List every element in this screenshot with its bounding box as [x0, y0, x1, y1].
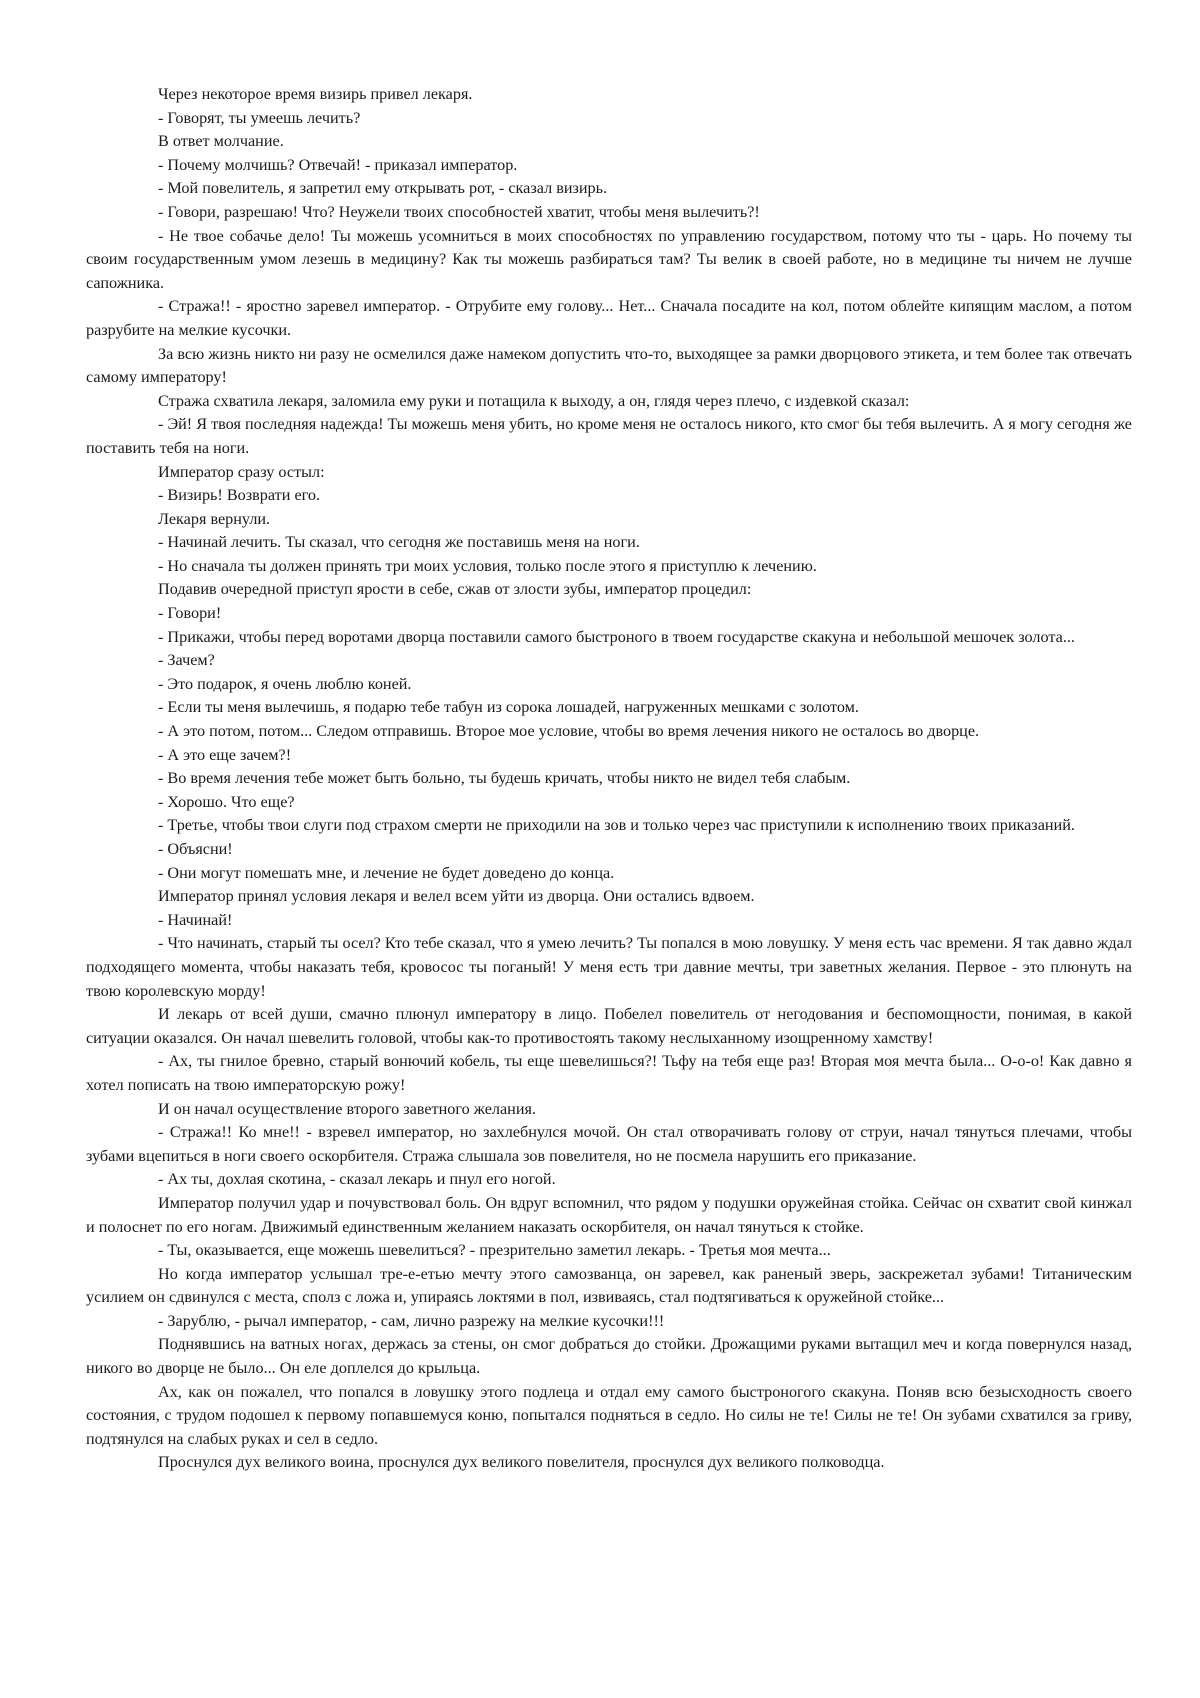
paragraph: - Говорят, ты умеешь лечить? — [158, 108, 361, 127]
paragraph: - Мой повелитель, я запретил ему открывать рот, - сказал визирь. — [158, 179, 608, 198]
paragraph: - А это потом, потом... Следом отправишь. Второе мое условие, чтобы во время лечения никого не осталось во дворце. — [158, 722, 980, 741]
paragraph: - Начинай лечить. Ты сказал, что сегодня же поставишь меня на ноги. — [158, 533, 640, 552]
paragraph: - Стража!! Ко мне!! - взревел император, но захлебнулся мочой. Он стал отворачивать голову от струи, начал тянуться плечами, чтобы зубами вцепиться в ноги своего оскорбителя. Стража слышала зов повелителя, но не посмела нарушить его приказание. — [86, 1123, 1132, 1165]
paragraph: - Третье, чтобы твои слуги под страхом смерти не приходили на зов и только через час приступили к исполнению твоих приказаний. — [158, 816, 1075, 835]
paragraph: Лекаря вернули. — [158, 509, 271, 528]
paragraph: - Говори! — [158, 604, 222, 623]
paragraph: - Не твое собачье дело! Ты можешь усомниться в моих способностях по управлению государством, потому что ты - царь. Но почему ты своим государственным умом лезешь в медицину? Как ты можешь разбираться там? Ты велик в своей работе, но в медицине ты ничем не лучше сапожника. — [86, 226, 1132, 292]
paragraph: Стража схватила лекаря, заломила ему руки и потащила к выходу, а он, глядя через плечо, с издевкой сказал: — [158, 391, 910, 410]
paragraph: - Но сначала ты должен принять три моих условия, только после этого я приступлю к лечению. — [158, 556, 817, 575]
paragraph: - Объясни! — [158, 840, 233, 858]
paragraph: Поднявшись на ватных ногах, держась за стены, он смог добраться до стойки. Дрожащими руками вытащил меч и когда повернулся назад, никого во дворце не было... Он еле доплелся до крыльца. — [86, 1335, 1132, 1378]
paragraph: - Ах ты, дохлая скотина, - сказал лекарь и пнул его ногой. — [158, 1170, 556, 1189]
paragraph: Император принял условия лекаря и велел всем уйти из дворца. Они остались вдвоем. — [158, 887, 755, 906]
paragraph: - Это подарок, я очень люблю коней. — [158, 674, 412, 693]
paragraph: - Начинай! — [158, 910, 233, 929]
paragraph: За всю жизнь никто ни разу не осмелился даже намеком допустить что-то, выходящее за рамки дворцового этикета, и тем более так отвечать самому императору! — [86, 344, 1132, 387]
paragraph: - Ты, оказывается, еще можешь шевелиться? - презрительно заметил лекарь. - Третья моя мечта... — [158, 1241, 831, 1260]
paragraph: - А это еще зачем?! — [158, 745, 292, 764]
paragraph: Подавив очередной приступ ярости в себе, сжав от злости зубы, император процедил: — [158, 580, 752, 599]
paragraph: Проснулся дух великого воина, проснулся дух великого повелителя, проснулся дух великого полководца. — [158, 1453, 885, 1472]
paragraph: В ответ молчание. — [158, 132, 284, 151]
paragraph: - Прикажи, чтобы перед воротами дворца поставили самого быстроного в твоем государстве скакуна и небольшой мешочек золота... — [158, 627, 1075, 646]
paragraph: Но когда император услышал тре-е-етью мечту этого самозванца, он заревел, как раненый зверь, заскрежетал зубами! Титаническим усилием он сдвинулся с места, сполз с ложа и, упираясь локтями в пол, извиваясь, стал подтягиваться к оружейной стойке... — [86, 1264, 1132, 1307]
document-page — [86, 83, 1132, 1475]
paragraph: - Хорошо. Что еще? — [158, 792, 295, 811]
paragraph: - Почему молчишь? Отвечай! - приказал император. — [158, 155, 518, 174]
paragraph: - Стража!! - яростно заревел император. - Отрубите ему голову... Нет... Сначала посадите на кол, потом облейте кипящим маслом, а потом разрубите на мелкие кусочки. — [86, 297, 1132, 339]
paragraph: - Визирь! Возврати его. — [158, 486, 321, 505]
paragraph: Император сразу остыл: — [158, 462, 325, 481]
paragraph: - Что начинать, старый ты осел? Кто тебе сказал, что я умею лечить? Ты попался в мою ловушку. У меня есть час времени. Я так давно ждал подходящего момента, чтобы наказать тебя, кровосос ты поганый! У меня есть три давние мечты, три заветных желания. Первое - это плюнуть на твою королевскую морду! — [86, 934, 1132, 1000]
paragraph: И он начал осуществление второго заветного желания. — [158, 1099, 536, 1118]
paragraph: - Зачем? — [158, 651, 215, 670]
paragraph: И лекарь от всей души, смачно плюнул императору в лицо. Побелел повелитель от негодования и беспомощности, понимая, в какой ситуации оказался. Он начал шевелить головой, чтобы как-то противостоять такому неслыханному изощренному хамству! — [86, 1005, 1132, 1047]
paragraph: Через некоторое время визирь привел лекаря. — [158, 85, 473, 103]
paragraph: Ах, как он пожалел, что попался в ловушку этого подлеца и отдал ему самого быстроногого скакуна. Поняв всю безысходность своего состояния, с трудом подошел к первому попавшемуся коню, попытался подняться в седло. Но силы не те! Силы не те! Он зубами схватился за гриву, подтянулся на слабых руках и сел в седло. — [86, 1382, 1132, 1448]
paragraph: - Во время лечения тебе может быть больно, ты будешь кричать, чтобы никто не видел тебя слабым. — [158, 769, 851, 788]
paragraph: - Зарублю, - рычал император, - сам, лично разрежу на мелкие кусочки!!! — [158, 1311, 665, 1330]
paragraph: - Эй! Я твоя последняя надежда! Ты можешь меня убить, но кроме меня не осталось никого, кто смог бы тебя вылечить. А я могу сегодня же поставить тебя на ноги. — [86, 415, 1132, 457]
paragraph: Император получил удар и почувствовал боль. Он вдруг вспомнил, что рядом у подушки оружейная стойка. Сейчас он схватит свой кинжал и полоснет по его ногам. Движимый единственным желанием наказать оскорбителя, он начал тянуться к стойке. — [86, 1193, 1132, 1236]
paragraph: - Если ты меня вылечишь, я подарю тебе табун из сорока лошадей, нагруженных мешками с золотом. — [158, 698, 859, 717]
paragraph: - Говори, разрешаю! Что? Неужели твоих способностей хватит, чтобы меня вылечить?! — [158, 202, 760, 221]
paragraph: - Ах, ты гнилое бревно, старый вонючий кобель, ты еще шевелишься?! Тьфу на тебя еще раз! Вторая моя мечта была... О-о-о! Как давно я хотел пописать на твою императорскую рожу! — [86, 1052, 1132, 1094]
paragraph: - Они могут помешать мне, и лечение не будет доведено до конца. — [158, 863, 615, 882]
